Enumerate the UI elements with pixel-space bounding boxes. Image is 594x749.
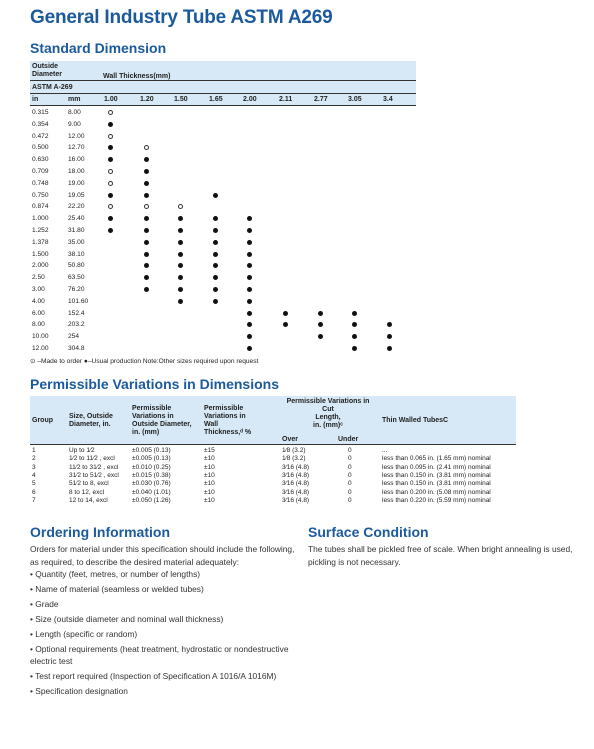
od-mm-cell: 8.00 [68,109,81,116]
wall-var-header-2: Variations in [204,413,246,420]
made-to-order-icon [108,169,113,174]
od-mm-cell: 22.20 [68,203,85,211]
od-var-header-2: Variations in [132,413,174,420]
usual-production-icon [108,193,113,198]
list-item [30,599,300,611]
pv-cell-size: 31⁄2 to 51⁄2 , excl [69,471,119,479]
permissible-variations-heading: Permissible Variations in Dimensions [30,376,279,392]
od-inch-cell: 1.000 [32,215,49,223]
pv-cell-wall: ±15 [204,447,215,454]
pv-cell-g: 2 [32,455,36,463]
pv-cell-od: ±0.005 (0.13) [132,455,171,463]
standard-dimension-heading: Standard Dimension [30,40,167,56]
table-row [30,480,516,488]
wall-column-header: 3.4 [383,96,393,103]
usual-production-icon [108,122,113,127]
pv-cell-size: 11⁄2 to 31⁄2 , excl [69,463,119,471]
wall-var-header-3: Wall [204,421,219,428]
pv-cell-thin: less than 0.220 in. (5.59 mm) nominal [382,496,491,504]
od-mm-cell: 76.20 [68,286,85,293]
usual-production-icon [247,299,252,304]
usual-production-icon [213,193,218,198]
bullet-icon: • [30,599,36,609]
usual-production-icon [144,240,149,245]
size-header-2: Diameter, in. [69,421,111,428]
pv-cell-size: 51⁄2 to 8, excl [69,480,109,488]
bullet-icon: • [30,614,36,624]
bullet-icon: • [30,685,36,696]
pv-cell-od: ±0.050 (1.26) [132,496,171,504]
list-item [30,686,300,698]
usual-production-icon [247,311,252,316]
permissible-variations-header [30,396,516,444]
header-divider-2 [30,93,416,94]
list-item-text: Length (specific or random) [35,629,138,639]
ordering-information-heading: Ordering Information [30,524,170,540]
pv-cell-under: 0 [348,463,352,471]
cut-header-3: Length, [315,414,341,421]
usual-production-icon [213,240,218,245]
pv-cell-g: 3 [32,463,36,471]
od-mm-cell: 12.00 [68,132,85,140]
list-item [30,569,300,581]
list-item-text: Name of material (seamless or welded tubes) [35,584,204,594]
pv-cell-g: 1 [32,447,36,454]
cut-header-2: Cut [322,406,334,413]
usual-production-icon [352,322,357,327]
od-mm-cell: 9.00 [68,120,81,128]
usual-production-icon [108,228,113,233]
pv-cell-wall: ±10 [204,488,215,496]
list-item [30,584,300,596]
bullet-icon: • [30,644,36,654]
od-mm-cell: 101.60 [68,297,89,305]
usual-production-icon [178,252,183,257]
usual-production-icon [387,322,392,327]
od-mm-cell: 35.00 [68,238,85,246]
list-item [30,644,300,667]
usual-production-icon [213,252,218,257]
pv-cell-thin: less than 0.065 in. (1.65 mm) nominal [382,455,491,463]
od-inch-cell: 0.472 [32,132,49,140]
od-mm-cell: 50.80 [68,262,85,270]
pv-cell-od: ±0.010 (0.25) [132,463,171,471]
table-row [30,190,416,202]
pv-cell-under: 0 [348,447,352,454]
table-row [30,142,416,154]
permissible-variations-table [30,396,516,504]
usual-production-icon [108,216,113,221]
list-item-text: Quantity (feet, metres, or number of lengths) [35,569,201,579]
od-inch-cell: 10.00 [32,333,49,341]
table-row [30,455,516,463]
usual-production-icon [283,322,288,327]
wall-column-header: 1.00 [104,96,118,103]
od-mm-cell: 25.40 [68,215,85,223]
usual-production-icon [178,240,183,245]
usual-production-icon [247,252,252,257]
pv-cell-wall: ±10 [204,455,215,463]
bullet-icon: • [30,629,36,639]
usual-production-icon [178,275,183,280]
usual-production-icon [213,263,218,268]
od-inch-cell: 8.00 [32,321,45,329]
od-inch-cell: 0.748 [32,179,49,187]
made-to-order-icon [108,134,113,139]
usual-production-icon [213,216,218,221]
ordering-intro: Orders for material under this specification should include the following, as required, to describe the desired material adequately: [30,544,295,567]
wall-column-header: 1.50 [174,96,188,103]
usual-production-icon [144,228,149,233]
table-row [30,201,416,213]
pv-cell-under: 0 [348,496,352,504]
wall-column-header: 2.00 [243,96,257,103]
standard-dimension-legend: ⊙ –Made to order ●–Usual production Note:Other sizes required upon request [30,358,259,365]
surface-condition-text: The tubes shall be pickled free of scale. When bright annealing is used, pickling is not necessary. [308,544,573,567]
table-row [30,131,416,143]
od-inch-cell: 1.378 [32,238,49,246]
usual-production-icon [144,193,149,198]
usual-production-icon [144,169,149,174]
od-mm-cell: 304.8 [68,345,85,352]
pv-cell-under: 0 [348,471,352,479]
pv-cell-wall: ±10 [204,463,215,471]
od-inch-cell: 3.00 [32,286,45,293]
wall-thickness-header: Wall Thickness(mm) [103,73,171,80]
pv-cell-over: 3⁄16 (4.8) [282,471,310,479]
od-mm-cell: 18.00 [68,168,85,175]
usual-production-icon [178,228,183,233]
pv-cell-size: Up to 1⁄2 [69,447,95,454]
table-row [30,107,416,119]
od-inch-cell: 0.500 [32,144,49,152]
pv-cell-over: 1⁄8 (3.2) [282,447,306,454]
astm-header: ASTM A-269 [32,84,73,91]
pv-cell-over: 3⁄16 (4.8) [282,488,310,496]
od-mm-cell: 203.2 [68,321,85,329]
od-mm-cell: 254 [68,333,80,341]
table-row [30,447,516,455]
mm-header: mm [68,96,81,103]
cut-header-1: Permissible Variations in [286,398,370,405]
usual-production-icon [247,216,252,221]
ordering-list [30,569,300,701]
pv-cell-size: 8 to 12, excl [69,488,105,496]
table-row [30,319,416,331]
pv-cell-g: 7 [32,496,36,504]
pv-cell-over: 3⁄16 (4.8) [282,496,310,504]
bullet-icon: • [30,569,36,579]
size-header-1: Size, Outside [69,413,113,420]
usual-production-icon [318,322,323,327]
list-item [30,629,300,641]
usual-production-icon [247,322,252,327]
wall-column-header: 3.05 [348,96,362,103]
od-inch-cell: 6.00 [32,309,45,317]
table-row [30,225,416,237]
od-inch-cell: 0.874 [32,203,49,211]
usual-production-icon [387,334,392,339]
usual-production-icon [387,346,392,351]
pv-cell-over: 1⁄8 (3.2) [282,455,306,463]
table-row [30,296,416,308]
made-to-order-icon [144,204,149,209]
od-inch-cell: 1.500 [32,250,49,258]
bullet-icon: • [30,670,36,681]
table-row [30,249,416,261]
pv-cell-g: 5 [32,480,36,488]
table-row [30,166,416,178]
table-row [30,464,516,472]
usual-production-icon [247,334,252,339]
usual-production-icon [144,287,149,292]
wall-column-header: 2.11 [279,96,293,103]
group-header: Group [32,417,53,424]
pv-cell-over: 3⁄16 (4.8) [282,480,310,488]
list-item-text: Optional requirements (heat treatment, hydrostatic or nondestructive electric test [30,644,289,666]
usual-production-icon [213,299,218,304]
list-item-text: Size (outside diameter and nominal wall thickness) [35,614,224,624]
usual-production-icon [144,275,149,280]
usual-production-icon [178,216,183,221]
od-inch-cell: 0.709 [32,168,49,175]
table-row [30,472,516,480]
usual-production-icon [247,346,252,351]
list-item-text: Specification designation [35,685,128,696]
od-inch-cell: 2.000 [32,262,49,270]
pv-header-divider [30,444,516,445]
pv-cell-under: 0 [348,455,352,463]
pv-cell-thin: less than 0.150 in. (3.81 mm) nominal [382,471,491,479]
od-var-header-4: in. (mm) [132,429,160,436]
od-mm-cell: 152.4 [68,309,85,317]
list-item-text: Grade [35,599,59,609]
wall-column-header: 2.77 [314,96,328,103]
pv-cell-g: 4 [32,471,36,479]
pv-cell-size: 12 to 14, excl [69,496,108,504]
list-item [30,614,300,626]
usual-production-icon [247,263,252,268]
od-mm-cell: 16.00 [68,156,85,164]
thin-walled-header: Thin Walled TubesC [382,417,449,424]
usual-production-icon [178,263,183,268]
od-mm-cell: 31.80 [68,227,85,234]
od-inch-cell: 0.354 [32,120,49,128]
pv-cell-g: 6 [32,488,36,496]
usual-production-icon [213,228,218,233]
wall-column-header: 1.20 [140,96,154,103]
od-mm-cell: 19.00 [68,179,85,187]
pv-cell-od: ±0.005 (0.13) [132,447,171,454]
made-to-order-icon [108,181,113,186]
usual-production-icon [178,287,183,292]
od-header-line1: Outside [32,63,59,70]
wall-column-header: 1.65 [209,96,223,103]
od-inch-cell: 2.50 [32,274,45,282]
standard-dimension-table [30,61,416,352]
table-row [30,272,416,284]
table-row [30,497,516,505]
usual-production-icon [283,311,288,316]
table-row [30,308,416,320]
pv-cell-wall: ±10 [204,480,215,488]
pv-cell-size: 1⁄2 to 11⁄2 , excl [69,455,115,463]
made-to-order-icon [178,204,183,209]
wall-var-header-1: Permissible [204,405,244,412]
header-divider-3 [30,105,416,106]
od-inch-cell: 0.315 [32,109,49,116]
usual-production-icon [144,181,149,186]
table-row [30,489,516,497]
table-row [30,154,416,166]
pv-cell-thin: less than 0.200 in. (5.08 mm) nominal [382,488,491,496]
pv-cell-wall: ±10 [204,471,215,479]
header-divider-1 [30,80,416,81]
table-row [30,260,416,272]
usual-production-icon [144,157,149,162]
pv-cell-thin: less than 0.095 in. (2.41 mm) nominal [382,463,491,471]
od-inch-cell: 1.252 [32,227,49,234]
table-row [30,331,416,343]
page-title: General Industry Tube ASTM A269 [30,7,333,28]
table-row [30,343,416,355]
usual-production-icon [247,287,252,292]
od-var-header-1: Permissible [132,405,172,412]
pv-cell-under: 0 [348,480,352,488]
in-header: in [32,96,39,103]
wall-var-header-4: Thickness,ᵈ % [204,429,252,436]
table-row [30,237,416,249]
pv-cell-under: 0 [348,488,352,496]
table-row [30,119,416,131]
od-inch-cell: 4.00 [32,297,45,305]
usual-production-icon [108,157,113,162]
od-mm-cell: 63.50 [68,274,85,282]
usual-production-icon [144,252,149,257]
surface-condition-heading: Surface Condition [308,524,429,540]
table-row [30,284,416,296]
usual-production-icon [213,287,218,292]
made-to-order-icon [108,110,113,115]
list-item [30,671,300,683]
over-header: Over [282,436,298,443]
pv-cell-thin: ... [382,447,388,454]
usual-production-icon [108,145,113,150]
od-inch-cell: 12.00 [32,345,49,352]
usual-production-icon [318,334,323,339]
od-header-line2: Diameter [32,71,62,78]
usual-production-icon [352,346,357,351]
pv-cell-od: ±0.040 (1.01) [132,488,171,496]
od-inch-cell: 0.750 [32,191,49,199]
od-inch-cell: 0.630 [32,156,49,164]
pv-cell-over: 3⁄16 (4.8) [282,463,310,471]
made-to-order-icon [144,145,149,150]
pv-cell-wall: ±10 [204,496,215,504]
od-mm-cell: 12.70 [68,144,85,152]
usual-production-icon [318,311,323,316]
od-mm-cell: 38.10 [68,250,85,258]
list-item-text: Test report required (Inspection of Specification A 1016/A 1016M) [35,670,277,681]
usual-production-icon [247,240,252,245]
usual-production-icon [352,311,357,316]
table-row [30,213,416,225]
usual-production-icon [213,275,218,280]
usual-production-icon [352,334,357,339]
pv-cell-od: ±0.030 (0.76) [132,480,171,488]
od-mm-cell: 19.05 [68,191,85,199]
cut-header-4: in. (mm)ᶜ [313,422,343,429]
bullet-icon: • [30,584,36,594]
table-row [30,178,416,190]
usual-production-icon [247,275,252,280]
made-to-order-icon [108,204,113,209]
pv-cell-thin: less than 0.150 in. (3.81 mm) nominal [382,480,491,488]
usual-production-icon [247,228,252,233]
usual-production-icon [144,216,149,221]
standard-dimension-header [30,61,416,105]
od-var-header-3: Outside Diameter, [132,421,192,428]
usual-production-icon [144,263,149,268]
pv-cell-od: ±0.015 (0.38) [132,471,171,479]
usual-production-icon [178,299,183,304]
under-header: Under [338,436,359,443]
